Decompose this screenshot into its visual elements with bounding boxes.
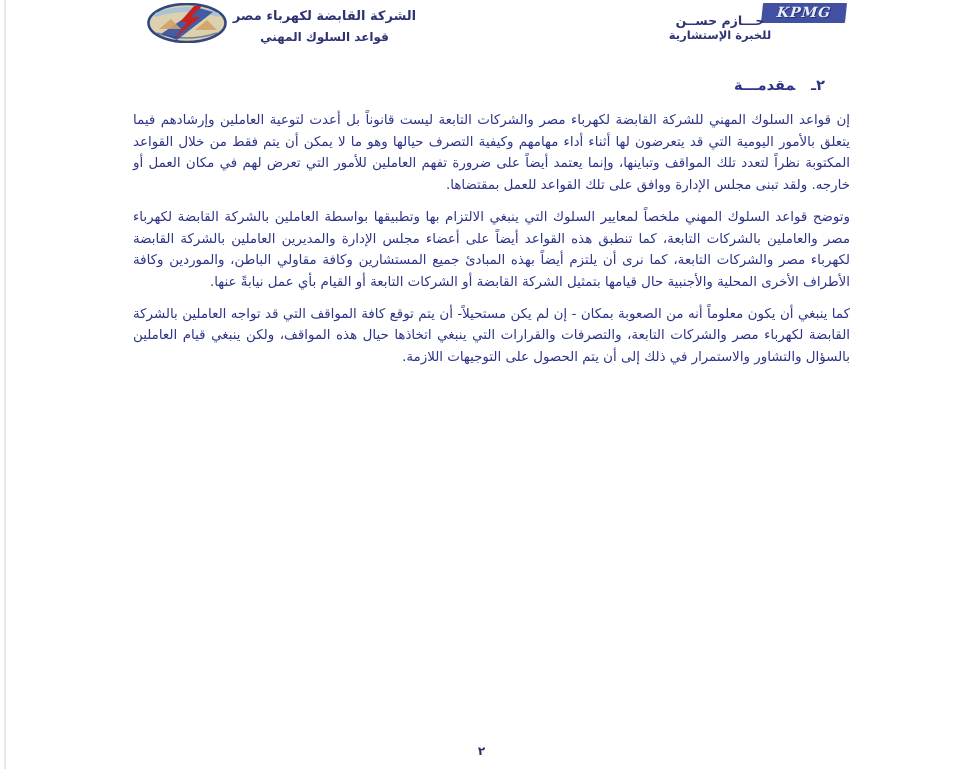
paragraph-1: إن قواعد السلوك المهني للشركة القابضة لكهرباء مصر والشركات التابعة ليست قانوناً بل أعدت لتوعية العاملين وإرشادهم فيما يتعلق بالأمور اليومية التي قد يتعرضون لها أثناء أداء مهامهم وكيفية التصرف حيالها وهو ما لا يمكن أن يتم فقط من خلال القواعد المكتوبة نظراً لتعدد تلك المواقف وتباينها، وإنما يعتمد أيضاً على ضرورة تفهم العاملين للأمور التي تعرض لهم في مكان العمل أو خارجه. ولقد تبنى مجلس الإدارة ووافق على تلك القواعد للعمل بمقتضاها. <box>133 113 850 194</box>
firm-name: حـــازم حســن <box>675 13 765 28</box>
section-number: ٢ـ <box>811 78 825 94</box>
company-logo <box>147 3 227 43</box>
audit-firm-block <box>652 13 788 42</box>
document-title: قواعد السلوك المهني <box>260 30 389 44</box>
electricity-logo-icon <box>147 3 227 43</box>
paragraph-3: كما ينبغي أن يكون معلوماً أنه من الصعوبة بمكان - إن لم يكن مستحيلاً- أن يتم توقع كافة المواقف التي قد تواجه العاملين بالشركة القابضة لكهرباء مصر والشركات التابعة، والتصرفات والقرارات التي ينبغي اتخاذها حيال هذه المواقف، ولكن ينبغي قيام العاملين بالسؤال والتشاور والاستمرار في ذلك إلى أن يتم الحصول على التوجيهات اللازمة. <box>133 306 850 366</box>
firm-subtitle: للخبرة الإستشارية <box>668 28 772 42</box>
section-heading <box>700 78 825 94</box>
company-header-block <box>222 8 427 45</box>
scan-edge-line <box>4 0 6 769</box>
page-number: ٢ <box>477 744 486 758</box>
company-name: الشركة القابضة لكهرباء مصر <box>232 9 417 24</box>
section-title: مقدمـــة <box>734 78 796 94</box>
document-body <box>133 110 850 379</box>
kpmg-logo-text: KPMG <box>776 5 832 21</box>
paragraph-2: وتوضح قواعد السلوك المهني ملخصاً لمعايير السلوك التي ينبغي الالتزام بها وتطبيقها بواسطة العاملين بالشركة القابضة لكهرباء مصر والعاملين بالشركات التابعة، كما تنطبق هذه القواعد أيضاً على أعضاء مجلس الإدارة والمديرين العاملين بالشركة القابضة لكهرباء مصر والشركات التابعة، كما نرى أن يلتزم أيضاً بهذه المبادئ جميع المستشارين وكافة مقاولي الباطن، والموردين وكافة الأطراف الأخرى المحلية والأجنبية حال قيامها بتمثيل الشركة القابضة أو الشركات التابعة أو القيام بأي عمل نيابةً عنها. <box>133 209 850 290</box>
